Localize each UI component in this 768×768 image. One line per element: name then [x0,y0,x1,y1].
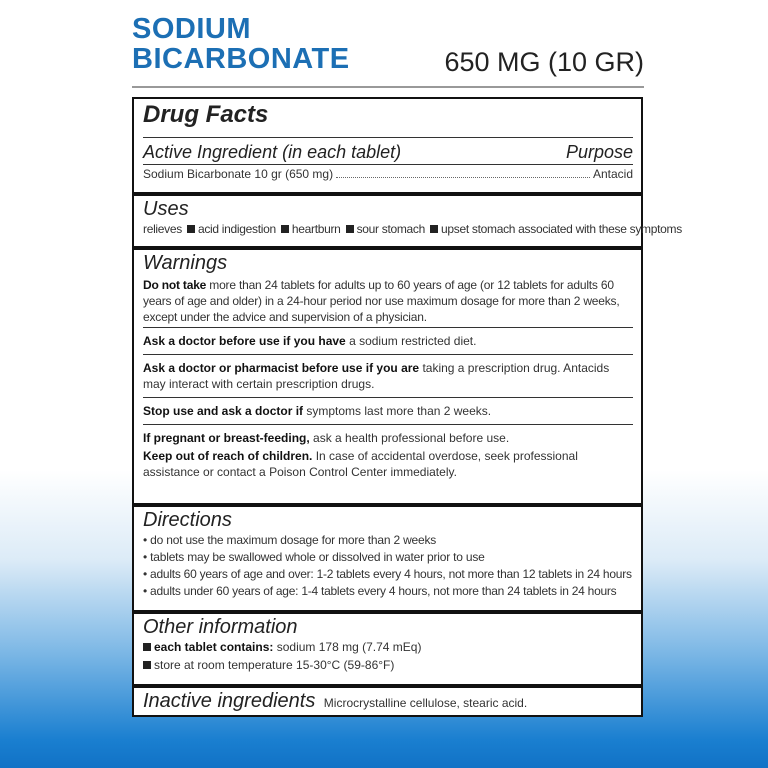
inactive-ingredients-text: Microcrystalline cellulose, stearic acid. [323,696,528,710]
bullet-square-icon [187,225,195,233]
warning-text: symptoms last more than 2 weeks. [306,404,492,418]
title-divider [143,137,633,138]
warning-ask-doctor [143,328,633,354]
section-divider [134,684,641,688]
drug-facts-title: Drug Facts [143,101,269,128]
direction-text: tablets may be swallowed whole or dissolved in water prior to use [150,550,485,564]
warning-text: In case of accidental overdose, seek professional assistance or contact a Poison Control Center immediately. [143,449,578,479]
directions-section [134,509,641,600]
uses-section [134,198,682,237]
bullet-square-icon [346,225,354,233]
warning-pregnant [143,425,633,446]
warning-text: more than 24 tablets for adults up to 60 years of age (or 12 tablets for adults 60 years of age and older) in a 24-hour period nor use maximum dosage for more than 2 weeks, except under the advice and supervision of a physician. [143,278,620,324]
section-divider [134,192,641,196]
warning-label: Ask a doctor or pharmacist before use if you are [143,361,420,375]
direction-item: • adults 60 years of age and over: 1-2 tablets every 4 hours, not more than 12 tablets in 24 hours [143,567,632,581]
other-info-label: each tablet contains: [154,640,274,654]
active-ingredient-heading-row [143,142,633,163]
other-info-each-tablet [143,639,633,655]
uses-title: Uses [143,198,189,220]
product-name [132,14,350,74]
warning-ask-pharmacist [143,355,633,397]
purpose-value: Antacid [592,167,633,181]
active-ingredient-row [143,166,633,182]
active-ingredient-divider [143,164,633,165]
warning-children [143,446,633,480]
direction-text: adults 60 years of age and over: 1-2 tablets every 4 hours, not more than 12 tablets in 24 hours [150,567,632,581]
warning-stop-use [143,398,633,424]
product-strength: 650 MG (10 GR) [444,47,644,77]
warning-text: a sodium restricted diet. [349,334,477,348]
product-name-line1: SODIUM [132,13,251,45]
direction-text: adults under 60 years of age: 1-4 tablets every 4 hours, not more than 24 tablets in 24 hours [150,584,617,598]
uses-intro: relieves [143,222,182,236]
other-information-section [134,616,641,673]
bullet-square-icon [143,661,151,669]
warnings-section [134,252,641,480]
warning-text: ask a health professional before use. [313,431,510,445]
section-divider [134,246,641,250]
product-header [132,14,644,88]
warning-do-not-take [143,275,633,327]
use-item: heartburn [291,222,341,236]
section-divider [134,503,641,507]
section-divider [134,610,641,614]
warning-label: Stop use and ask a doctor if [143,404,304,418]
inactive-ingredients-title: Inactive ingredients [143,690,316,712]
warning-label: Keep out of reach of children. [143,449,313,463]
product-name-line2: BICARBONATE [132,43,350,75]
warnings-title: Warnings [143,252,228,274]
warning-text: taking a prescription drug. Antacids may interact with certain prescription drugs. [143,361,610,391]
bullet-square-icon [143,643,151,651]
direction-text: do not use the maximum dosage for more than 2 weeks [150,533,437,547]
other-information-title: Other information [143,616,298,638]
active-ingredient-heading: Active Ingredient (in each tablet) [143,142,402,162]
active-ingredient-value: Sodium Bicarbonate 10 gr (650 mg) [143,167,334,181]
bullet-square-icon [430,225,438,233]
warning-label: If pregnant or breast-feeding, [143,431,310,445]
drug-facts-panel [132,97,682,717]
other-info-text: sodium 178 mg (7.74 mEq) [276,640,422,654]
other-info-text: store at room temperature 15-30°C (59-86°F) [154,658,395,672]
warning-label: Ask a doctor before use if you have [143,334,346,348]
directions-title: Directions [143,509,232,531]
direction-item: • do not use the maximum dosage for more than 2 weeks [143,533,437,547]
other-info-storage [143,657,633,673]
use-item: upset stomach associated with these symptoms [441,222,682,236]
bullet-square-icon [281,225,289,233]
direction-item: • adults under 60 years of age: 1-4 tablets every 4 hours, not more than 24 tablets in 24 hours [143,584,617,598]
inactive-ingredients-section [134,690,641,713]
direction-item: • tablets may be swallowed whole or dissolved in water prior to use [143,550,485,564]
warning-label: Do not take [143,278,207,292]
use-item: sour stomach [356,222,425,236]
leader-dots [336,177,590,178]
active-ingredient-section [134,137,641,182]
use-item: acid indigestion [197,222,276,236]
uses-list [143,221,682,237]
purpose-heading: Purpose [565,142,633,162]
drug-facts-header-section [134,101,641,129]
